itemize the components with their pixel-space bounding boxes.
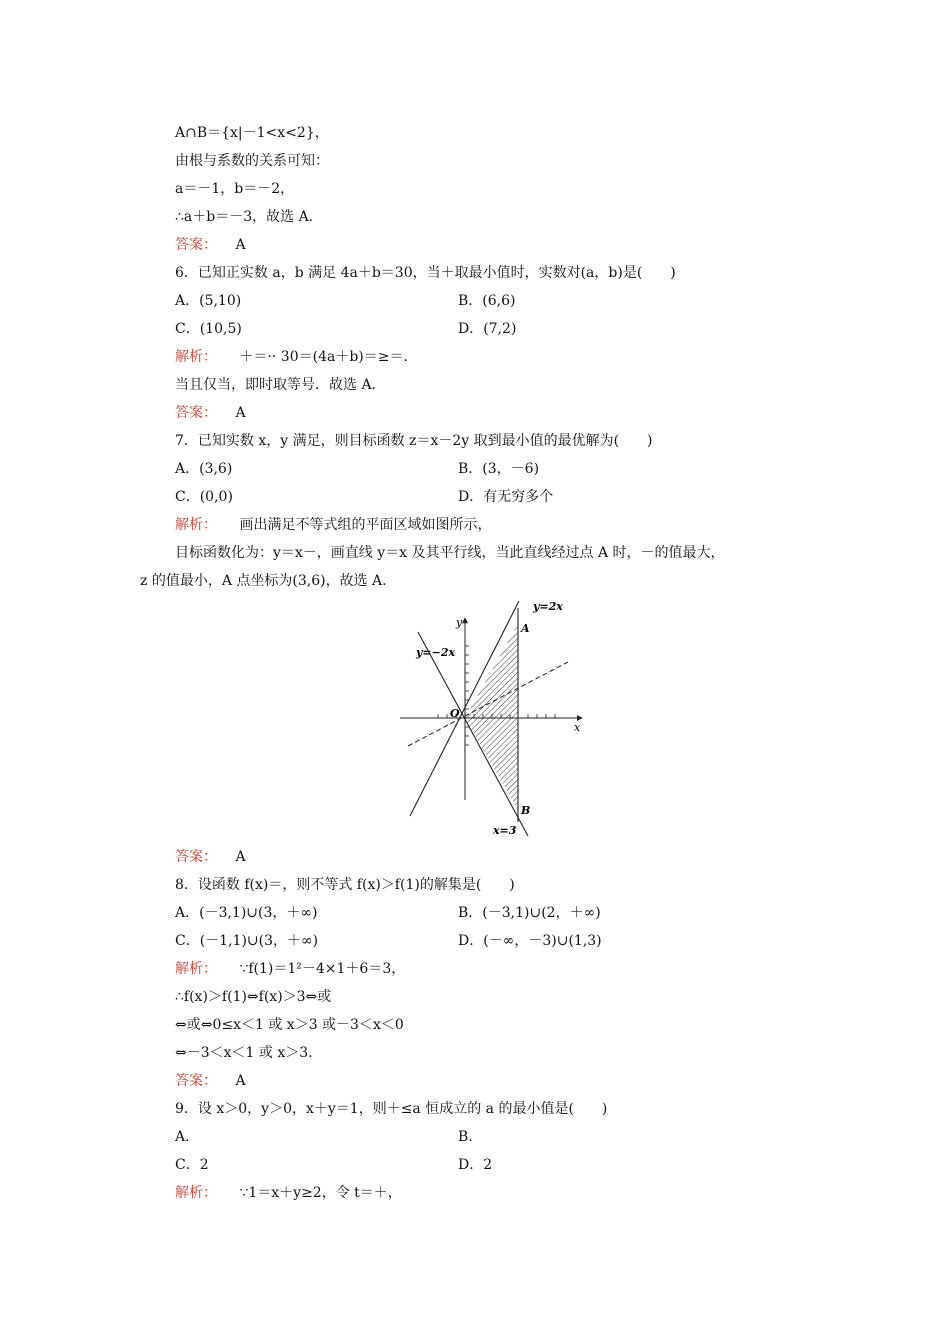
q6-option-d: D．(7,2) [458, 321, 517, 337]
question-7-stem: 7．已知实数 x，y 满足，则目标函数 z＝x－2y 取到最小值的最优解为( ) [175, 433, 653, 449]
answer-line [175, 1072, 246, 1090]
q7-analysis [175, 516, 491, 534]
y-axis-ticks [465, 646, 469, 745]
text-line: 当且仅当，即时取等号．故选 A. [175, 377, 377, 393]
answer-label: 答案： [175, 405, 217, 421]
analysis-label: 解析： [175, 517, 217, 533]
q7-option-a: A．(3,6) [175, 461, 233, 477]
answer-value: A [235, 849, 246, 865]
text-line: A∩B＝{x|－1<x<2}， [175, 125, 329, 141]
analysis-text: ∵1＝x＋y≥2，令 t＝＋， [239, 1185, 402, 1201]
text-line: ∴a＋b＝－3，故选 A. [175, 209, 314, 225]
analysis-label: 解析： [175, 1185, 217, 1201]
q8-option-a: A．(－3,1)∪(3，＋∞) [175, 905, 318, 921]
label-y-axis: y [456, 616, 463, 629]
q6-option-c: C．(10,5) [175, 321, 242, 337]
q7-option-d: D．有无穷多个 [458, 489, 554, 505]
answer-label: 答案： [175, 849, 217, 865]
answer-value: A [235, 1073, 246, 1089]
label-point-a: A [521, 622, 530, 635]
answer-line [175, 404, 246, 422]
text-line: 由根与系数的关系可知： [175, 153, 329, 169]
q9-option-b: B. [458, 1129, 473, 1145]
text-line: z 的值最小，A 点坐标为(3,6)，故选 A. [140, 573, 387, 589]
text-line: ⇔或⇔0≤x＜1 或 x＞3 或－3＜x＜0 [175, 1017, 404, 1033]
q6-option-a: A．(5,10) [175, 293, 242, 309]
label-x-axis: x [574, 721, 581, 734]
answer-value: A [235, 405, 246, 421]
label-y-neg2x: y=−2x [416, 646, 456, 659]
q9-analysis [175, 1184, 402, 1202]
label-point-b: B [521, 804, 531, 817]
question-8-stem: 8．设函数 f(x)＝，则不等式 f(x)＞f(1)的解集是( ) [175, 877, 515, 893]
analysis-text: 画出满足不等式组的平面区域如图所示， [239, 517, 492, 533]
q7-option-c: C．(0,0) [175, 489, 233, 505]
answer-line [175, 236, 246, 254]
text-line: a＝－1，b＝－2， [175, 181, 295, 197]
label-origin: O [450, 707, 460, 720]
feasible-region-graph [390, 596, 600, 840]
question-9-stem: 9．设 x＞0，y＞0，x＋y＝1，则＋≤a 恒成立的 a 的最小值是( ) [175, 1101, 608, 1117]
answer-value: A [235, 237, 246, 253]
text-line: ⇔－3＜x＜1 或 x＞3. [175, 1045, 313, 1061]
analysis-text: ＋＝·· 30＝(4a＋b)＝≥＝. [239, 349, 408, 365]
q8-option-b: B．(－3,1)∪(2，＋∞) [458, 905, 601, 921]
label-x-3: x=3 [493, 824, 517, 837]
q6-analysis [175, 348, 408, 366]
analysis-text: ∵f(1)＝1²－4×1＋6＝3， [239, 961, 406, 977]
q8-analysis [175, 960, 405, 978]
label-y-2x: y=2x [533, 600, 563, 613]
text-line: ∴f(x)＞f(1)⇔f(x)＞3⇔或 [175, 989, 332, 1005]
q9-option-c: C．2 [175, 1157, 209, 1173]
analysis-label: 解析： [175, 961, 217, 977]
q9-option-a: A. [175, 1129, 190, 1145]
q8-option-c: C．(－1,1)∪(3，＋∞) [175, 933, 319, 949]
q8-option-d: D．(－∞，－3)∪(1,3) [458, 933, 602, 949]
answer-label: 答案： [175, 237, 217, 253]
q7-option-b: B．(3，－6) [458, 461, 540, 477]
answer-label: 答案： [175, 1073, 217, 1089]
text-line: 目标函数化为：y＝x－，画直线 y＝x 及其平行线，当此直线经过点 A 时，－的值最大， [175, 545, 725, 561]
q6-option-b: B．(6,6) [458, 293, 516, 309]
analysis-label: 解析： [175, 349, 217, 365]
question-6-stem: 6．已知正实数 a，b 满足 4a＋b＝30，当＋取最小值时，实数对(a，b)是( ) [175, 265, 676, 281]
q9-option-d: D．2 [458, 1157, 493, 1173]
answer-line [175, 848, 246, 866]
